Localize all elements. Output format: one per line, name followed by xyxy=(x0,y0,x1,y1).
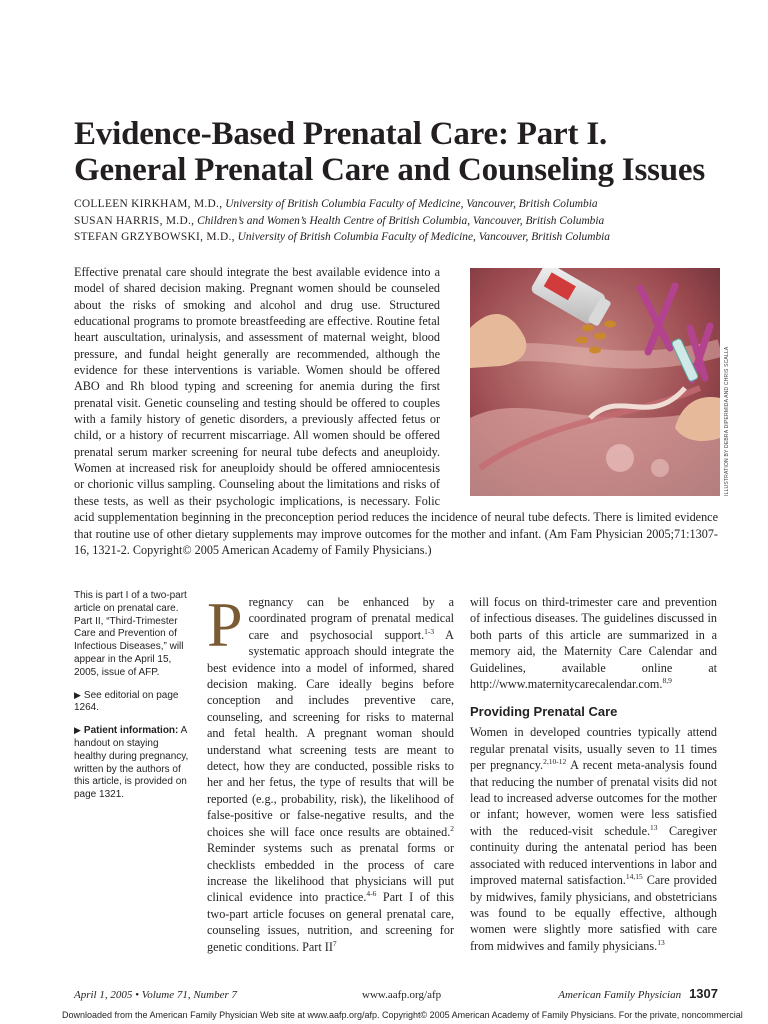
body-column-1 xyxy=(207,589,454,955)
author-affiliation: University of British Columbia Faculty of Medicine, Vancouver, British Columbia xyxy=(225,198,598,210)
col1-text: regnancy can be enhanced by a coordinated program of prenatal medical care and psychosocial support.$^{1-3}$ A systematic approach should integrate the best evidence into a model of informed, shared decision making. Care ideally begins before conception and includes preventive care, counseling, and screening for risks to maternal and fetal health. A pregnant woman should understand what screening tests are meant to detect, how they are conducted, possible risks to her and her fetus, the type of results that will be reported (e.g., probability, risk), the likelihood of false-positive or false-negative results, and the choices she will face once results are obtained.$^2$ Reminder systems such as prenatal forms or checklists embedded in the process of care increase the likelihood that physicians will put clinical evidence into practice.$^{4-6}$ Part I of this two-part article focuses on general prenatal care, counseling issues, nutrition, and screening for genetic conditions. Part $II^7$ xyxy=(207,595,454,954)
body-column-2 xyxy=(470,594,717,954)
illustration-credit: ILLUSTRATION BY DEBRA DIPERMIDA AND CHRIS SCALLA xyxy=(724,346,730,496)
patient-info-note xyxy=(74,724,192,802)
citation-superscript: 1-3 xyxy=(424,626,435,636)
abstract-text: Effective prenatal care should integrate the best available evidence into a model of shared decision making. Pregnant women should be counseled about the risks of smoking and alcohol and drug use. Structured educational programs to promote breastfeeding are effective. Routine fetal heart auscultation, urinalysis, and assessment of maternal weight, blood pressure, and fundal height generally are recommended, although the evidence for these interventions is variable. Women should be offered ABO and Rh blood typing and screening for anemia during the first prenatal visit. Genetic counseling and testing should be offered to couples with a family history of genetic disorders, a previously affected fetus or child, or a history of recurrent miscarriage. All women should be offered prenatal serum marker screening for neural tube defects and aneuploidy. Women at increased risk for aneuploidy should be offered amniocentesis or chorionic villus sampling. Counseling about the limitations and risks of these tests, as well as their psychologic implications, is necessary. Folic acid supplementation beginning in the preconception period reduces the incidence of neural tube defects. There is limited evidence that routine use of other dietary supplements may improve outcomes for the mother and infant. (Am Fam Physician 2005;71:1307-16, 1321-2. Copyright© 2005 American Academy of Family Physicians.) xyxy=(74,265,718,557)
citation-superscript: 2,10-12 xyxy=(543,757,567,767)
journal-name: American Family Physician xyxy=(558,989,682,1001)
author-line xyxy=(74,196,714,213)
citation-superscript: 7 xyxy=(332,938,337,948)
title-line-1: Evidence-Based Prenatal Care: Part I. xyxy=(74,116,608,152)
author-name: SUSAN HARRIS, M.D., xyxy=(74,214,195,227)
download-notice: Downloaded from the American Family Physician Web site at www.aafp.org/afp. Copyright© 2005 American Academy of Family Physicians. For the private, noncommercial xyxy=(62,1010,743,1020)
article-title xyxy=(74,116,734,188)
author-affiliation: University of British Columbia Faculty of Medicine, Vancouver, British Columbia xyxy=(237,231,611,243)
author-name: COLLEEN KIRKHAM, M.D., xyxy=(74,198,223,210)
journal-page xyxy=(558,986,718,1001)
patient-info-text: A handout on staying healthy during pregnancy, written by the authors of this article, is provided on page 1321. xyxy=(74,725,189,801)
issue-info: April 1, 2005 • Volume 71, Number 7 xyxy=(74,989,238,1001)
author-affiliation: Children’s and Women’s Health Centre of British Columbia, Vancouver, British Columbia xyxy=(197,214,605,227)
patient-info-label: Patient information: xyxy=(83,725,179,737)
section-paragraph xyxy=(470,724,717,954)
journal-url[interactable]: www.aafp.org/afp xyxy=(362,989,442,1001)
citation-superscript: 13 xyxy=(657,937,665,947)
author-line xyxy=(74,229,714,246)
col2-paragraph xyxy=(470,594,717,692)
citation-superscript: 13 xyxy=(650,822,658,832)
col2-intro-text: will focus on third-trimester care and prevention of infectious diseases. The guidelines discussed in both parts of this article are summarized in a memory aid, the Maternity Care Calendar and Guidelines, available online at http://www.maternitycarecalendar.com.$^{8,9}$ xyxy=(470,595,717,692)
editorial-note-text: See editorial on page 1264. xyxy=(74,689,179,714)
drop-cap: P xyxy=(207,589,243,660)
author-list xyxy=(74,196,714,246)
section-heading: Providing Prenatal Care xyxy=(470,704,618,720)
citation-superscript: 14,15 xyxy=(625,872,643,882)
col2-section-text: Women in developed countries typically attend regular prenatal visits, usually seven to 11 times per pregnancy.$^{2,10-12}$ A recent meta-analysis found that reducing the number of prenatal visits did not lead to increased adverse outcomes for the mother or infant; however, women were less satisfied with the reduced-visit schedule.$^{13}$ Caregiver continuity during the antenatal period has been associated with reduced interventions in labor and improved maternal satisfaction.$^{14,15}$ Care provided by midwives, family physicians, and obstetricians was found to be equally effective, although women were slightly more satisfied with care from midwives and family physicians.$^{13}$ xyxy=(470,725,717,953)
citation-superscript: 2 xyxy=(450,823,454,833)
citation-superscript: 4-6 xyxy=(366,889,377,899)
sidebar-notes xyxy=(74,590,192,811)
page-footer xyxy=(74,986,718,1004)
triangle-right-icon: ▶ xyxy=(74,725,81,736)
editorial-note xyxy=(74,689,192,716)
intro-paragraph xyxy=(207,589,454,955)
citation-superscript: 8,9 xyxy=(662,676,672,686)
page-number: 1307 xyxy=(689,986,718,1001)
title-line-2: General Prenatal Care and Counseling Issues xyxy=(74,152,705,188)
prenatal-illustration xyxy=(470,268,720,496)
author-name: STEFAN GRZYBOWSKI, M.D., xyxy=(74,231,235,243)
illustration-image xyxy=(470,268,720,496)
triangle-right-icon: ▶ xyxy=(74,689,81,700)
author-line xyxy=(74,213,714,230)
series-note: This is part I of a two-part article on prenatal care. Part II, “Third-Trimester Care and Prevention of Infectious Diseases,” will appear in the April 15, 2005, issue of AFP. xyxy=(74,590,187,678)
